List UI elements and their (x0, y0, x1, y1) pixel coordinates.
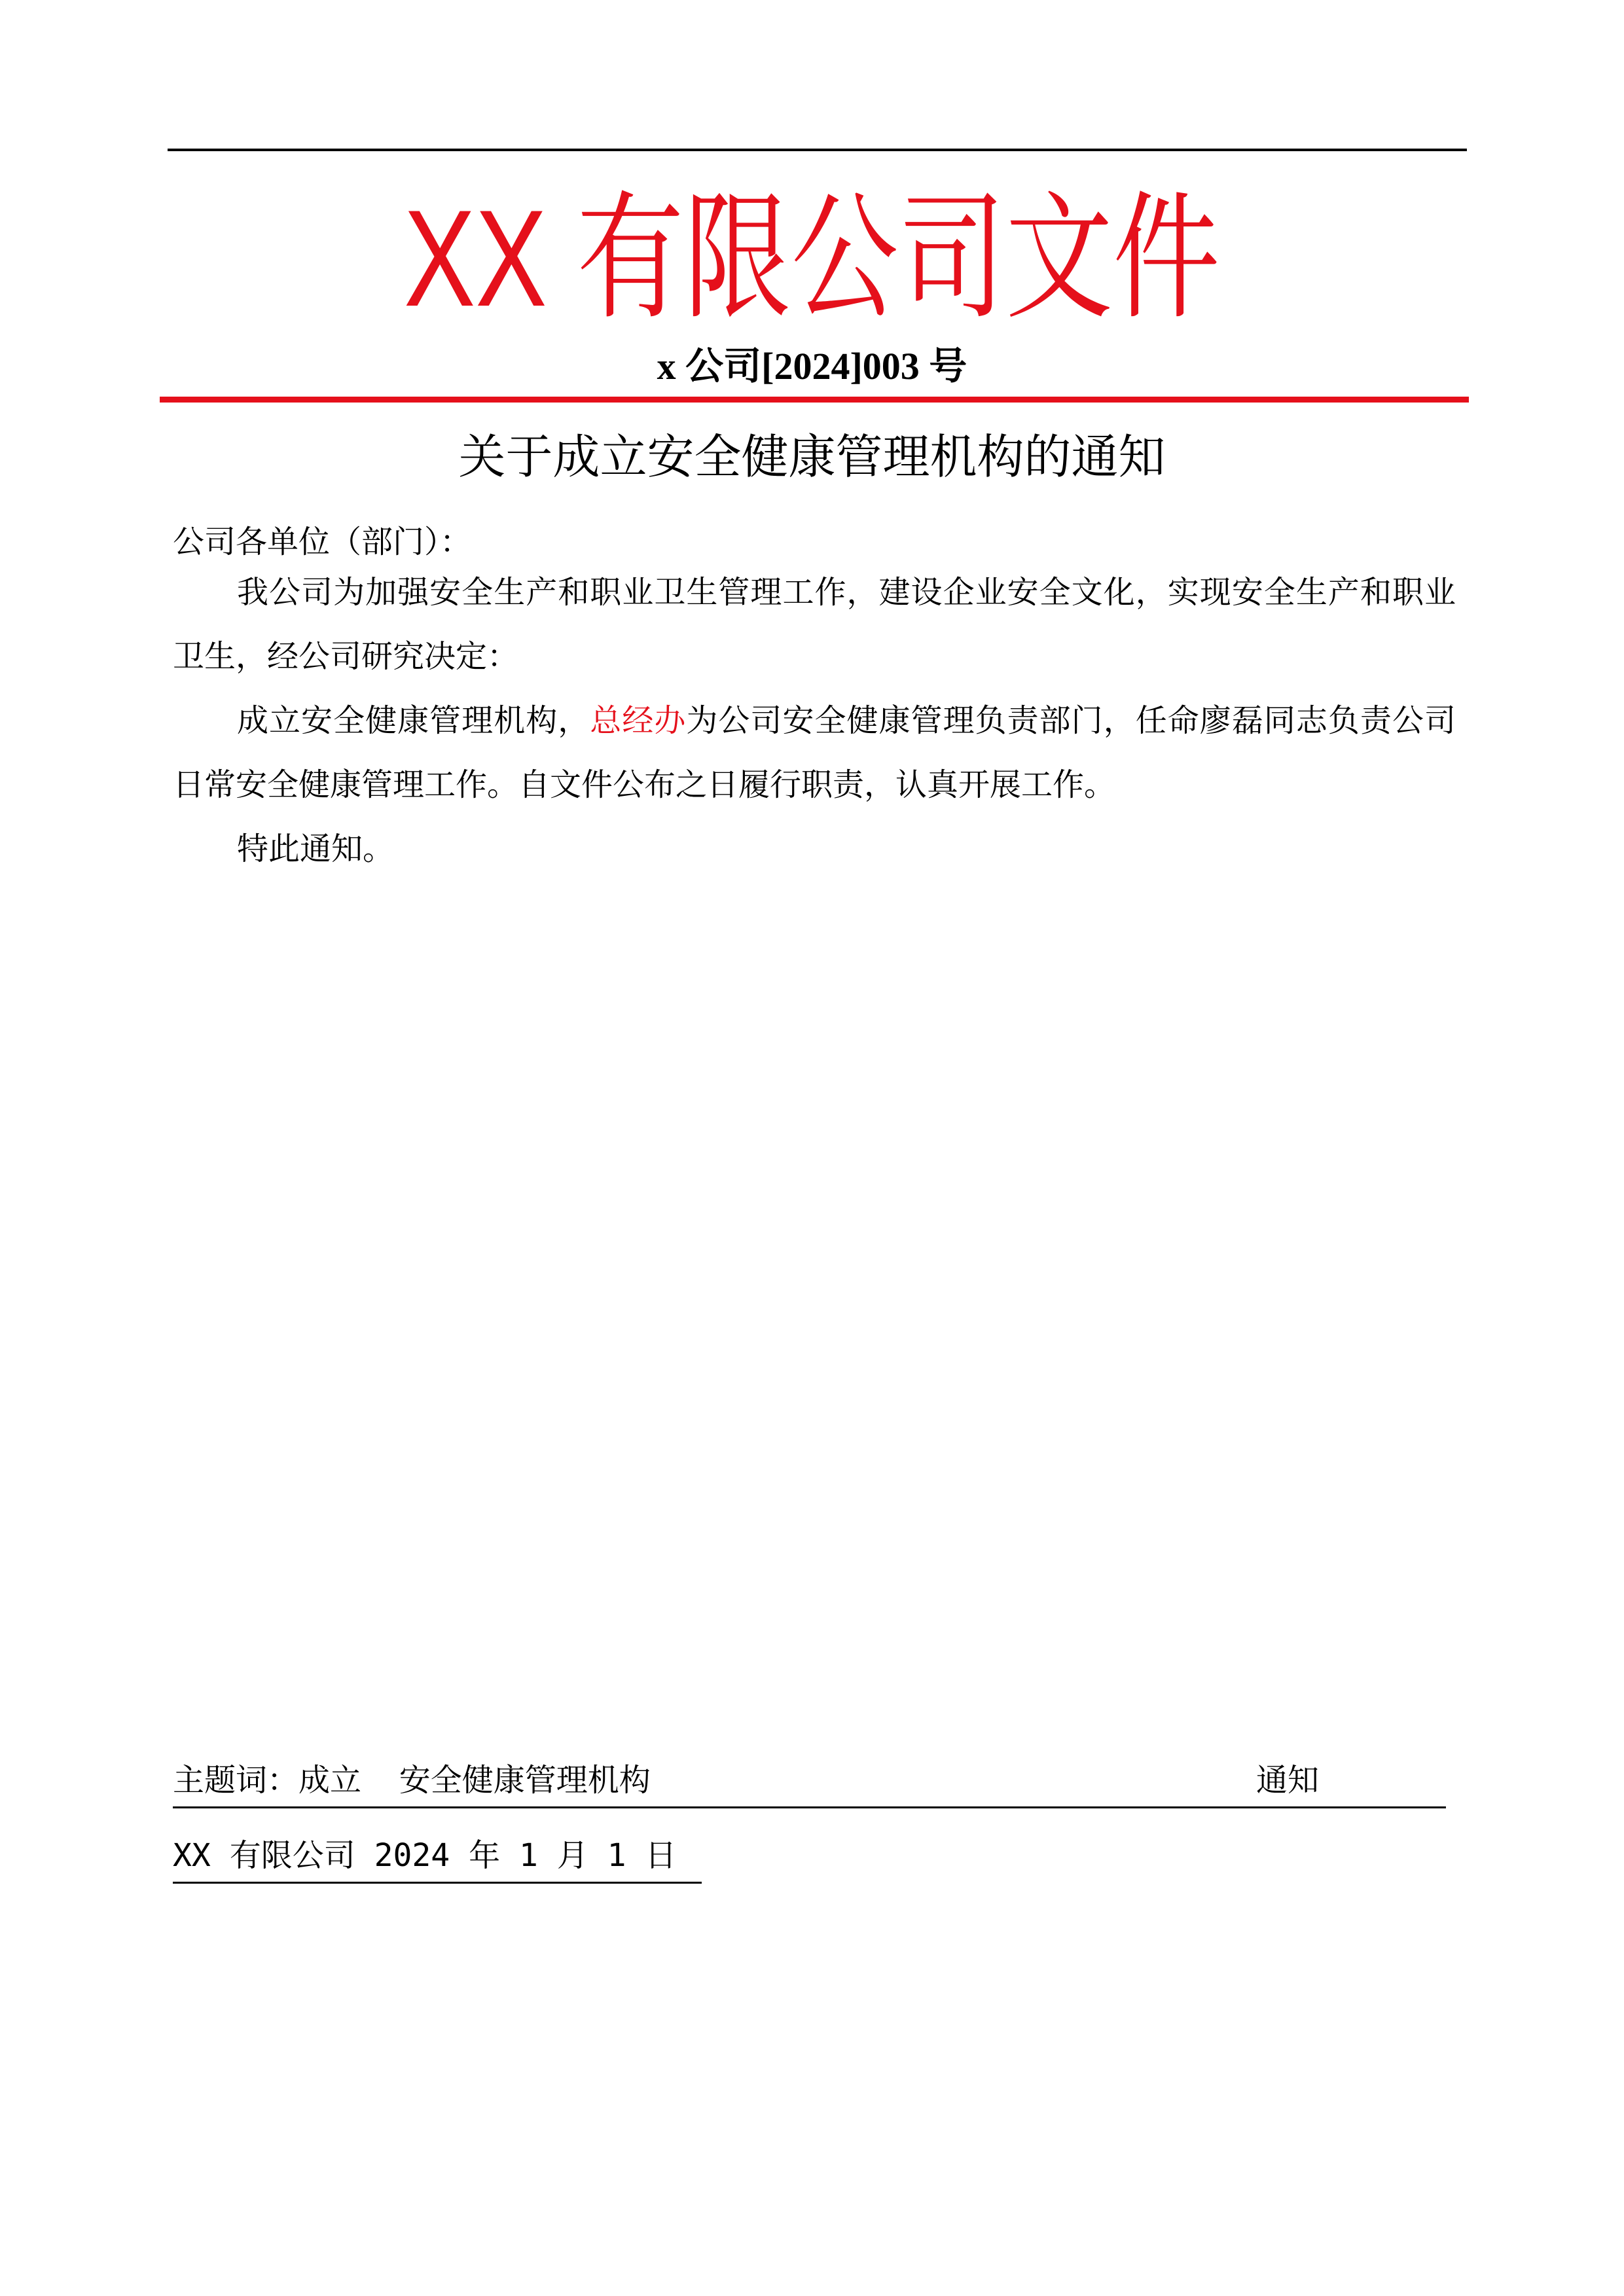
paragraph-2-prefix: 成立安全健康管理机构， (237, 702, 590, 739)
red-divider (160, 397, 1469, 403)
keywords-label: 主题词：成立 安全健康管理机构 (173, 1762, 651, 1799)
keywords-line (173, 1754, 1446, 1808)
notice-title: 关于成立安全健康管理机构的通知 (458, 429, 1166, 484)
department-highlight: 总经办 (590, 702, 687, 739)
paragraph-1: 我公司为加强安全生产和职业卫生管理工作，建设企业安全文化，实现安全生产和职业卫生，经公司研究决定： (173, 574, 1456, 675)
issuer-date-line: XX 有限公司 2024 年 1 月 1 日 (173, 1829, 702, 1884)
paragraph-2-suffix: 为公司安全健康管理负责部门，任命廖磊同志负责公司日常安全健康管理工作。自文件公布之日履行职责，认真开展工作。 (173, 702, 1456, 803)
top-divider (168, 149, 1467, 151)
document-number: x 公司[2024]003 号 (657, 345, 967, 387)
org-header-title: XX 有限公司文件 (403, 181, 1220, 335)
paragraph-3: 特此通知。 (237, 831, 395, 867)
keywords-type: 通知 (1256, 1762, 1320, 1799)
paragraph-2 (173, 689, 1456, 817)
salutation: 公司各单位（部门）： (173, 524, 472, 560)
notice-body (173, 560, 1456, 881)
